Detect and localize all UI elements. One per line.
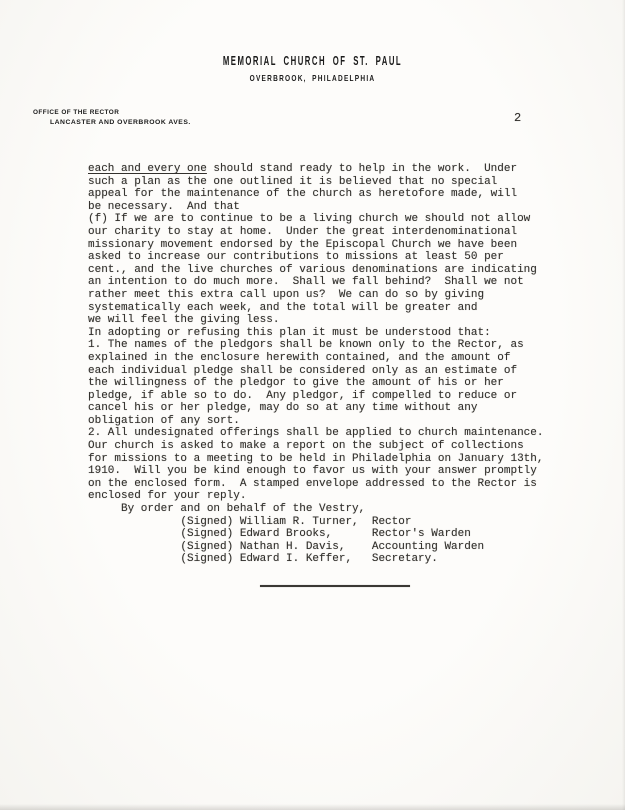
typed-line: systematically each week, and the total will be greater and <box>88 301 478 314</box>
typed-line: asked to increase our contributions to missions at least 50 per <box>88 251 504 264</box>
underlined-phrase: each and every one <box>88 163 207 175</box>
typed-line: By order and on behalf of the Vestry, <box>88 503 366 516</box>
typed-line: 1910. Will you be kind enough to favor us with your answer promptly <box>88 465 537 478</box>
typed-line: (f) If we are to continue to be a living church we should not allow <box>88 213 531 226</box>
typed-line: each individual pledge shall be considered only as an estimate of <box>88 364 518 377</box>
typed-line: (Signed) Edward I. Keffer, Secretary. <box>88 553 438 566</box>
scan-edge-bottom <box>0 804 625 810</box>
typed-line: 2. All undesignated offerings shall be applied to church maintenance. <box>88 427 544 440</box>
typed-line: cent., and the live churches of various denominations are indicating <box>88 263 537 276</box>
letterhead-church-name: MEMORIAL CHURCH OF ST. PAUL <box>222 54 403 68</box>
office-of-rector-block <box>33 109 191 126</box>
closing-rule <box>260 585 410 587</box>
typed-line: missionary movement endorsed by the Episcopal Church we have been <box>88 238 518 251</box>
typed-line: enclosed for your reply. <box>88 490 247 503</box>
office-address: LANCASTER AND OVERBROOK AVES. <box>50 119 191 127</box>
typed-line: such a plan as the one outlined it is believed that no special <box>88 175 498 188</box>
typed-line: our charity to stay at home. Under the great interdenominational <box>88 225 518 238</box>
typed-line: (Signed) Nathan H. Davis, Accounting Warden <box>88 540 485 553</box>
typed-line: pledge, if able so to do. Any pledgor, if compelled to reduce or <box>88 389 518 402</box>
typed-line: cancel his or her pledge, may do so at any time without any <box>88 402 478 415</box>
office-of-rector-label: OFFICE OF THE RECTOR <box>33 109 120 116</box>
page-number: 2 <box>514 111 522 125</box>
typed-line: (Signed) William R. Turner, Rector <box>88 515 412 528</box>
typed-line: the willingness of the pledgor to give the amount of his or her <box>88 377 504 390</box>
typed-line: be necessary. And that <box>88 200 240 213</box>
typed-line: appeal for the maintenance of the church as heretofore made, will <box>88 188 518 201</box>
typed-line: we will feel the giving less. <box>88 314 280 327</box>
typed-line: 1. The names of the pledgors shall be known only to the Rector, as <box>88 339 524 352</box>
typed-line: an intention to do much more. Shall we fall behind? Shall we not <box>88 276 524 289</box>
typed-line: explained in the enclosure herewith contained, and the amount of <box>88 351 511 364</box>
typed-line: each and every one should stand ready to help in the work. Under <box>88 163 518 175</box>
letterhead-location: OVERBROOK, PHILADELPHIA <box>249 73 376 83</box>
typed-letter-body <box>88 163 558 566</box>
typed-line: for missions to a meeting to be held in Philadelphia on January 13th, <box>88 452 544 465</box>
typed-line: Our church is asked to make a report on the subject of collections <box>88 440 524 453</box>
typed-line: obligation of any sort. <box>88 414 240 427</box>
typed-line: on the enclosed form. A stamped envelope addressed to the Rector is <box>88 477 537 490</box>
typed-line: rather meet this extra call upon us? We can do so by giving <box>88 288 485 301</box>
typed-line: (Signed) Edward Brooks, Rector's Warden <box>88 528 471 541</box>
typed-line: In adopting or refusing this plan it must be understood that: <box>88 326 491 339</box>
